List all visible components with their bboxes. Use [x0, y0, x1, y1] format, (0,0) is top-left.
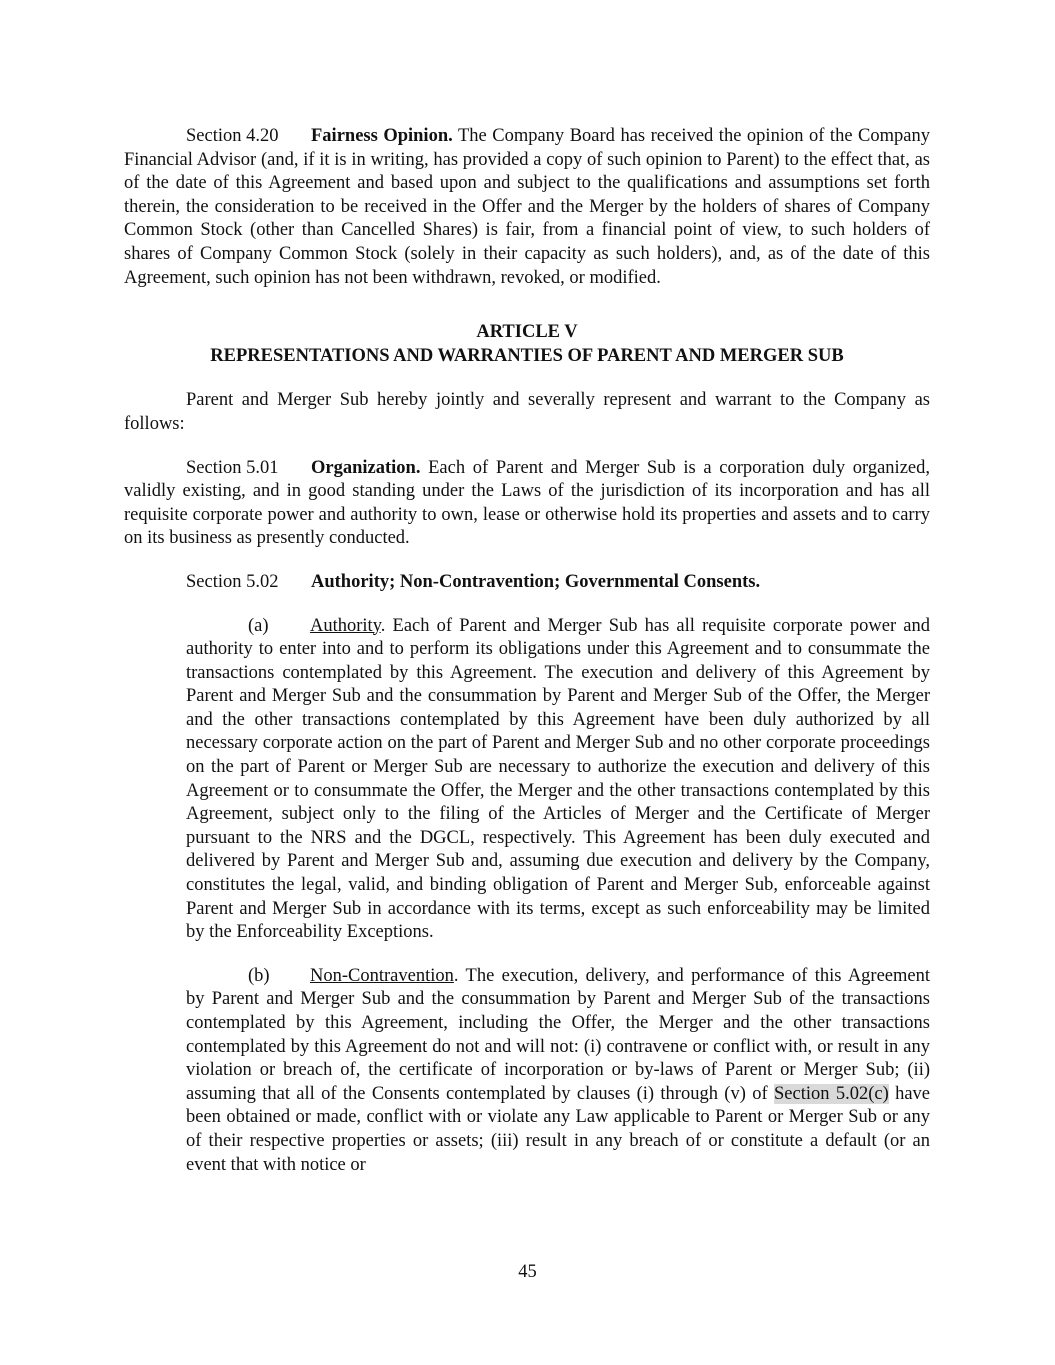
clause-title: Authority	[310, 615, 381, 636]
clause-text: . The execution, delivery, and performance of this Agreement by Parent and Merger Sub and the consummation by Parent and Merger Sub of the transactions contemplated by this Agreement, including the Offer, the Merger and the other transactions contemplated by this Agreement do not and will not: (i) contravene or conflict with, or result in any violation or breach of, the certificate of incorporation or by-laws of Parent or Merger Sub; (ii) assuming that all of the Consents contemplated by clauses (i) through (v) of	[186, 965, 930, 1104]
section-text: The Company Board has received the opinion of the Company Financial Advisor (and, if it is in writing, has provided a copy of such opinion to Parent) to the effect that, as of the date of this Agreement and based upon and subject to the qualifications and assumptions set forth therein, the consideration to be received in the Offer and the Merger by the holders of shares of Company Common Stock (other than Cancelled Shares) is fair, from a financial point of view, to such holders of shares of Company Common Stock (solely in their capacity as such holders), and, as of the date of this Agreement, such opinion has not been withdrawn, revoked, or modified.	[124, 126, 931, 288]
section-title: Fairness Opinion.	[311, 126, 453, 146]
section-4-20-paragraph	[124, 125, 930, 290]
clause-title: Non-Contravention	[310, 965, 454, 986]
clause-label: (b)	[248, 965, 270, 986]
section-5-01-paragraph	[124, 457, 930, 551]
section-5-02-heading	[124, 571, 930, 595]
clause-text-continued: have been obtained or made, conflict with or violate any Law applicable to Parent or Merger Sub or any of their respective properties or assets; (iii) result in any breach of or constitute a default (or an event that with notice or	[186, 1083, 930, 1175]
page-number: 45	[518, 1262, 537, 1282]
section-title: Organization.	[311, 457, 421, 478]
article-number: ARTICLE V	[476, 322, 578, 343]
article-title: REPRESENTATIONS AND WARRANTIES OF PARENT AND MERGER SUB	[210, 345, 844, 366]
clause-text: . Each of Parent and Merger Sub has all requisite corporate power and authority to enter into and to perform its obligations under this Agreement and to consummate the transactions contemplated by this Agreement. The execution and delivery of this Agreement by Parent and Merger Sub and the consummation by Parent and Merger Sub of the Offer, the Merger and the other transactions contemplated by this Agreement have been duly authorized by all necessary corporate action on the part of Parent and Merger Sub and no other corporate proceedings on the part of Parent or Merger Sub are necessary to authorize the execution and delivery of this Agreement or to consummate the Offer, the Merger and the other transactions contemplated by this Agreement, subject only to the filing of the Articles of Merger and the Certificate of Merger pursuant to the NRS and the DGCL, respectively. This Agreement has been duly executed and delivered by Parent and Merger Sub and, assuming due execution and delivery by the Company, constitutes the legal, valid, and binding obligation of Parent and Merger Sub, enforceable against Parent and Merger Sub in accordance with its terms, except as such enforceability may be limited by the Enforceability Exceptions.	[186, 615, 930, 943]
clause-a-paragraph	[186, 615, 930, 945]
section-title: Authority; Non-Contravention; Governmental Consents.	[311, 571, 761, 592]
clause-label: (a)	[248, 615, 269, 636]
section-number: Section 4.20	[186, 126, 279, 146]
clause-b-paragraph	[186, 965, 930, 1177]
section-number: Section 5.01	[186, 457, 279, 478]
page-body	[124, 125, 930, 1177]
section-text: Each of Parent and Merger Sub is a corporation duly organized, validly existing, and in good standing under the Laws of the jurisdiction of its incorporation and has all requisite corporate power and authority to own, lease or otherwise hold its properties and assets and to carry on its business as presently conducted.	[124, 457, 930, 549]
section-number: Section 5.02	[186, 571, 279, 592]
article-intro-paragraph: Parent and Merger Sub hereby jointly and severally represent and warrant to the Company as follows:	[124, 390, 930, 434]
section-cross-reference-link[interactable]: Section 5.02(c)	[773, 1083, 889, 1104]
